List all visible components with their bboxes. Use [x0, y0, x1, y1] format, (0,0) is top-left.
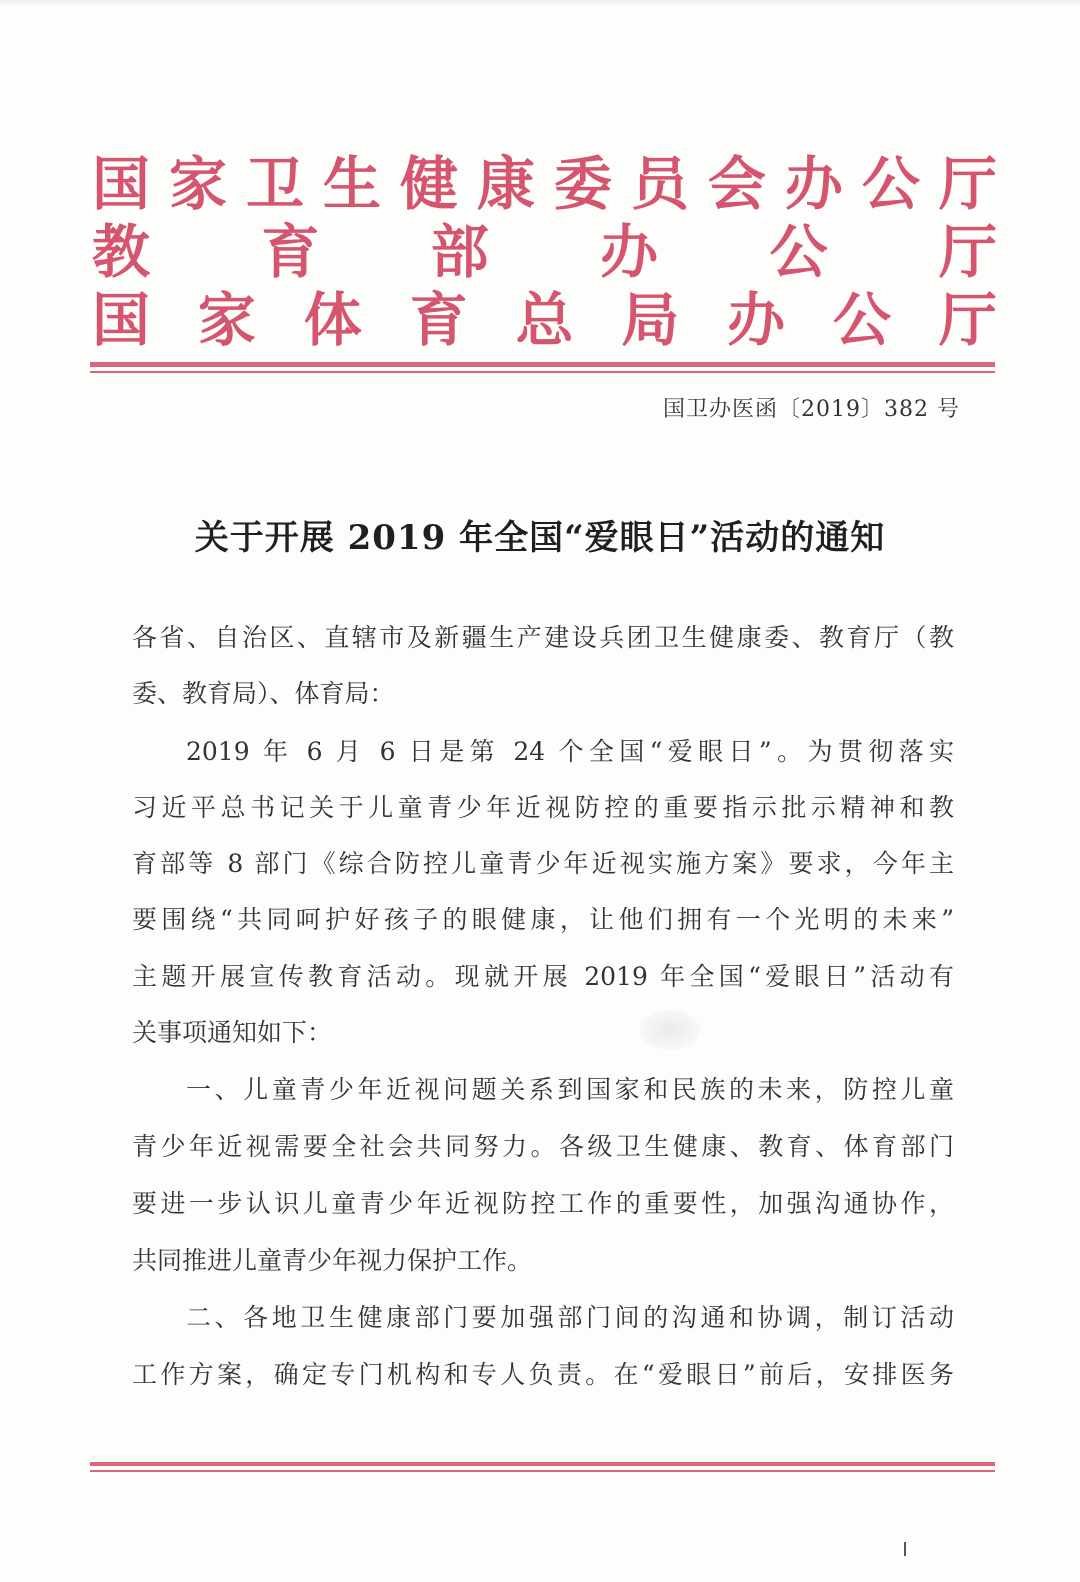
- scan-smudge: [640, 1010, 700, 1050]
- issuer-char: 办: [784, 150, 843, 218]
- issuer-char: 员: [630, 150, 689, 218]
- issuer-char: 教: [92, 218, 151, 286]
- issuer-char: 办: [727, 286, 786, 354]
- issuer-char: 卫: [245, 150, 304, 218]
- issuer-char: 国: [92, 150, 151, 218]
- issuer-char: 育: [409, 286, 468, 354]
- document-number: 国卫办医函〔2019〕382 号: [663, 397, 960, 422]
- body-text-line: 主题开展宣传教育活动。现就开展 2019 年全国“爱眼日”活动有: [132, 962, 954, 991]
- body-text-line: 青少年近视需要全社会共同努力。各级卫生健康、教育、体育部门: [132, 1132, 954, 1161]
- issuer-char: 会: [707, 150, 766, 218]
- issuer-char: 育: [261, 218, 320, 286]
- issuer-char: 生: [322, 150, 381, 218]
- letterhead: [92, 150, 997, 354]
- issuer-char: 厅: [938, 286, 997, 354]
- issuer-char: 总: [515, 286, 574, 354]
- issuer-char: 办: [600, 218, 659, 286]
- letterhead-red-rule-thin: [90, 371, 995, 373]
- issuer-char: 健: [399, 150, 458, 218]
- issuer-moe: [92, 218, 997, 286]
- body-text-line: 要围绕“共同呵护好孩子的眼健康，让他们拥有一个光明的未来”: [132, 905, 954, 934]
- body-text-line: 二、各地卫生健康部门要加强部门间的沟通和协调，制订活动: [186, 1303, 954, 1332]
- document-title: 关于开展 2019 年全国“爱眼日”活动的通知: [194, 518, 886, 558]
- body-text-line: 习近平总书记关于儿童青少年近视防控的重要指示批示精神和教: [132, 793, 954, 822]
- issuer-char: 康: [476, 150, 535, 218]
- scan-speck: [904, 1542, 906, 1556]
- addressee-line: 委、教育局）、体育局：: [132, 679, 395, 708]
- body-text-line: 要进一步认识儿童青少年近视防控工作的重要性，加强沟通协作，: [132, 1189, 954, 1218]
- issuer-char: 国: [92, 286, 151, 354]
- issuer-char: 委: [553, 150, 612, 218]
- issuer-char: 部: [430, 218, 489, 286]
- body-text-line: 2019 年 6 月 6 日是第 24 个全国“爱眼日”。为贯彻落实: [186, 737, 954, 766]
- footer-red-rule: [90, 1462, 995, 1466]
- issuer-char: 局: [621, 286, 680, 354]
- body-text-line: 育部等 8 部门《综合防控儿童青少年近视实施方案》要求，今年主: [132, 849, 954, 878]
- issuer-char: 公: [769, 218, 828, 286]
- issuer-char: 家: [168, 150, 227, 218]
- footer-red-rule-thin: [90, 1470, 995, 1472]
- issuer-char: 厅: [938, 150, 997, 218]
- issuer-char: 家: [197, 286, 256, 354]
- issuer-nhc: [92, 150, 997, 218]
- body-text-line: 共同推进儿童青少年视力保护工作。: [132, 1246, 533, 1275]
- addressee-line: 各省、自治区、直辖市及新疆生产建设兵团卫生健康委、教育厅（教: [132, 623, 954, 652]
- body-text-line: 工作方案，确定专门机构和专人负责。在“爱眼日”前后，安排医务: [132, 1360, 954, 1389]
- issuer-char: 公: [861, 150, 920, 218]
- body-text-line: 关事项通知如下：: [132, 1018, 333, 1047]
- page-edge: [0, 0, 1080, 6]
- issuer-char: 体: [303, 286, 362, 354]
- issuer-gas: [92, 286, 997, 354]
- letterhead-red-rule: [90, 362, 995, 367]
- issuer-char: 公: [833, 286, 892, 354]
- issuer-char: 厅: [938, 218, 997, 286]
- body-text-line: 一、儿童青少年近视问题关系到国家和民族的未来，防控儿童: [186, 1075, 954, 1104]
